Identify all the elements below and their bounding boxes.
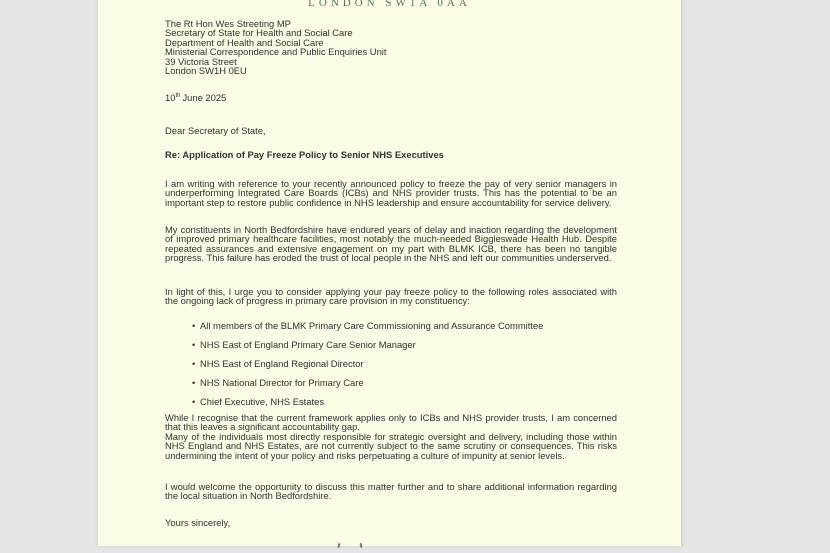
address-line: Secretary of State for Health and Social Care [165,27,353,39]
body-paragraph: My constituents in North Bedfordshire have endured years of delay and inaction regarding the development of improved primary healthcare facilities, most notably the much-needed Biggleswade Health Hub. Despite repeated assurances and extensive engagement on my part with BLMK ICB, there has been no tangible progress. This failure has eroded the trust of local people in the NHS and left our communities underserved. [165,224,617,264]
closing-paragraph: Many of the individuals most directly responsible for strategic oversight and delivery, including those within NHS England and NHS Estates, are not currently subject to the same scrutiny or consequences. This risks undermining the intent of your policy and risks perpetuating a culture of impunity at senior levels. [165,431,617,461]
subject-line: Re: Application of Pay Freeze Policy to Senior NHS Executives [165,149,444,160]
bullet-list [165,321,617,416]
date-line [165,93,617,102]
bullet-item: • All members of the BLMK Primary Care Commissioning and Assurance Committee [165,321,617,330]
address-line: Department of Health and Social Care [165,36,324,48]
address-line: 39 Victoria Street [165,55,237,67]
letter-page [97,0,682,546]
date-ordinal: th [175,92,181,99]
signature-top-fragment [336,535,372,541]
address-line: London SW1H 0EU [165,65,247,77]
salutation: Dear Secretary of State, [165,125,266,136]
closing-paragraph: I would welcome the opportunity to discuss this matter further and to share additional information regarding the local situation in North Bedfordshire. [165,481,617,502]
address-line: Ministerial Correspondence and Public Enquiries Unit [165,46,387,58]
letterhead-postcode: LONDON SW1A 0AA [308,0,471,9]
address-line: The Rt Hon Wes Streeting MP [165,18,291,29]
signoff: Yours sincerely, [165,517,231,528]
signature-stroke-icon [337,543,340,548]
body-paragraph: I am writing with reference to your recently announced policy to freeze the pay of very senior managers in underperforming Integrated Care Boards (ICBs) and NHS provider trusts. This has the potential to be an important step to restore public confidence in NHS leadership and ensure accountability for service delivery. [165,178,617,208]
date-month-year: June 2025 [182,92,227,103]
body-paragraph: In light of this, I urge you to consider applying your pay freeze policy to the following roles associated with the ongoing lack of progress in primary care provision in my constituency: [165,286,617,307]
bullet-item: • Chief Executive, NHS Estates [165,397,617,406]
bullet-item: • NHS East of England Regional Director [165,359,617,368]
bullet-item: • NHS East of England Primary Care Senior Manager [165,340,617,349]
closing-paragraph: While I recognise that the current framework applies only to ICBs and NHS provider trusts, I am concerned that this leaves a significant accountability gap. [165,412,617,433]
date-day: 10 [165,92,176,103]
signature-stroke-icon [360,543,363,548]
recipient-address [165,19,617,75]
bullet-item: • NHS National Director for Primary Care [165,378,617,387]
